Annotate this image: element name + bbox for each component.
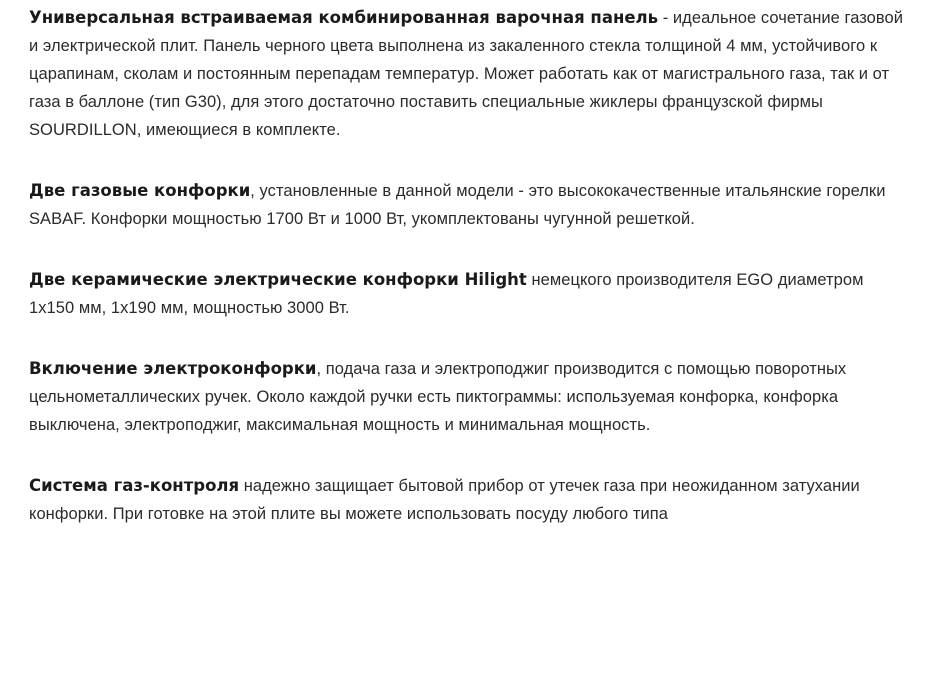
- description-paragraph-gas-control: [29, 472, 909, 528]
- description-paragraph-hob: [29, 4, 909, 144]
- paragraph-lead: Две керамические электрические конфорки Hilight: [29, 270, 527, 289]
- description-paragraph-controls: [29, 355, 909, 439]
- paragraph-lead: Две газовые конфорки: [29, 181, 251, 200]
- description-paragraph-electric-burners: [29, 266, 909, 322]
- paragraph-text: - идеальное сочетание газовой и электрической плит. Панель черного цвета выполнена из закаленного стекла толщиной 4 мм, устойчивого к царапинам, сколам и постоянным перепадам температур. Может работать как от магистрального газа, так и от газа в баллоне (тип G30), для этого достаточно поставить специальные жиклеры французской фирмы SOURDILLON, имеющиеся в комплекте.: [29, 9, 904, 139]
- paragraph-lead: Универсальная встраиваемая комбинированная варочная панель: [29, 8, 659, 27]
- product-description: [29, 4, 909, 561]
- paragraph-text: немецкого производителя EGO диаметром 1х150 мм, 1х190 мм, мощностью 3000 Вт.: [29, 271, 864, 317]
- paragraph-text: надежно защищает бытовой прибор от утечек газа при неожиданном затухании конфорки. При готовке на этой плите вы можете использовать посуду любого типа: [29, 477, 860, 523]
- paragraph-text: , установленные в данной модели - это высококачественные итальянские горелки SABAF. Конфорки мощностью 1700 Вт и 1000 Вт, укомплектованы чугунной решеткой.: [29, 182, 886, 228]
- paragraph-lead: Включение электроконфорки: [29, 359, 317, 378]
- description-paragraph-gas-burners: [29, 177, 909, 233]
- paragraph-lead: Система газ-контроля: [29, 476, 240, 495]
- paragraph-text: , подача газа и электроподжиг производится с помощью поворотных цельнометаллических ручек. Около каждой ручки есть пиктограммы: используемая конфорка, конфорка выключена, электроподжиг, максимальная мощность и минимальная мощность.: [29, 360, 847, 434]
